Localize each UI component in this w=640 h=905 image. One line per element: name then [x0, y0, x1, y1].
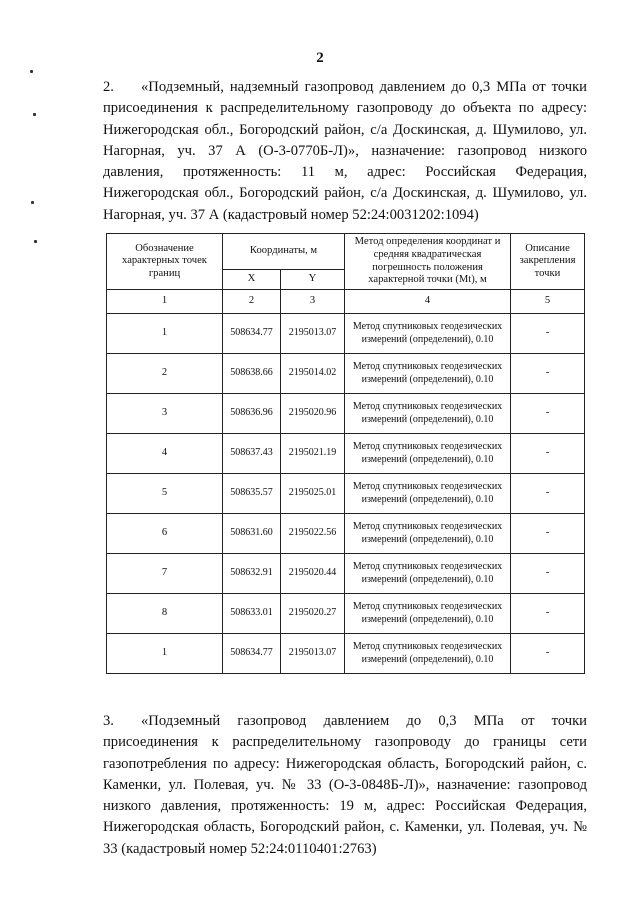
table-body — [107, 314, 585, 674]
method-cell: Метод спутниковых геодезических измерений (определений), 0.10 — [345, 434, 511, 474]
point-cell: 8 — [107, 594, 223, 634]
column-number: 2 — [223, 290, 281, 314]
header-x: X — [223, 270, 281, 290]
x-cell: 508631.60 — [223, 514, 281, 554]
table-row — [107, 634, 585, 674]
column-number: 3 — [281, 290, 345, 314]
paragraph-number: 3. — [103, 713, 114, 729]
x-cell: 508636.96 — [223, 394, 281, 434]
point-cell: 1 — [107, 314, 223, 354]
y-cell: 2195013.07 — [281, 314, 345, 354]
y-cell: 2195021.19 — [281, 434, 345, 474]
column-number: 1 — [107, 290, 223, 314]
paragraph-text: «Подземный газопровод давлением до 0,3 МПа от точки присоединения к распределительному газопроводу до границы сети газопотребления по адресу: Нижегородская область, Богородский район, с. Каменки, ул. Полевая, уч. № 33 (О-3-0848Б-Л)», назначение: газопровод низкого давления, протяженность: 19 м, адрес: Российская Федерация, Нижегородская область, Богородский район, с. Каменки, ул. Полевая, уч. № 33 (кадастровый номер 52:24:0110401:2763) — [103, 713, 587, 857]
point-cell: 3 — [107, 394, 223, 434]
scan-mark — [31, 201, 34, 204]
point-cell: 2 — [107, 354, 223, 394]
description-cell: - — [511, 634, 585, 674]
scan-mark — [30, 70, 33, 73]
y-cell: 2195020.27 — [281, 594, 345, 634]
point-cell: 7 — [107, 554, 223, 594]
paragraph-item-2 — [103, 77, 587, 226]
point-cell: 4 — [107, 434, 223, 474]
y-cell: 2195022.56 — [281, 514, 345, 554]
paragraph-item-3 — [103, 711, 587, 860]
table-row — [107, 594, 585, 634]
point-cell: 5 — [107, 474, 223, 514]
column-number: 5 — [511, 290, 585, 314]
header-point: Обозначение характерных точек границ — [107, 234, 223, 290]
description-cell: - — [511, 474, 585, 514]
header-y: Y — [281, 270, 345, 290]
method-cell: Метод спутниковых геодезических измерений (определений), 0.10 — [345, 634, 511, 674]
method-cell: Метод спутниковых геодезических измерений (определений), 0.10 — [345, 474, 511, 514]
scan-mark — [33, 113, 36, 116]
y-cell: 2195020.96 — [281, 394, 345, 434]
table-row — [107, 354, 585, 394]
method-cell: Метод спутниковых геодезических измерений (определений), 0.10 — [345, 394, 511, 434]
header-method: Метод определения координат и средняя квадратическая погрешность положения характерной точки (Mt), м — [345, 234, 511, 290]
description-cell: - — [511, 314, 585, 354]
point-cell: 1 — [107, 634, 223, 674]
table-row — [107, 474, 585, 514]
x-cell: 508634.77 — [223, 314, 281, 354]
scan-mark — [34, 240, 37, 243]
method-cell: Метод спутниковых геодезических измерений (определений), 0.10 — [345, 514, 511, 554]
x-cell: 508634.77 — [223, 634, 281, 674]
column-number: 4 — [345, 290, 511, 314]
method-cell: Метод спутниковых геодезических измерений (определений), 0.10 — [345, 594, 511, 634]
description-cell: - — [511, 394, 585, 434]
y-cell: 2195014.02 — [281, 354, 345, 394]
table-row — [107, 314, 585, 354]
description-cell: - — [511, 354, 585, 394]
point-cell: 6 — [107, 514, 223, 554]
description-cell: - — [511, 554, 585, 594]
x-cell: 508637.43 — [223, 434, 281, 474]
table-row — [107, 434, 585, 474]
y-cell: 2195025.01 — [281, 474, 345, 514]
column-numbers-row — [107, 290, 585, 314]
y-cell: 2195020.44 — [281, 554, 345, 594]
paragraph-number: 2. — [103, 79, 114, 95]
header-coordinates: Координаты, м — [223, 234, 345, 270]
table-row — [107, 514, 585, 554]
header-description: Описание закрепления точки — [511, 234, 585, 290]
table-row — [107, 554, 585, 594]
x-cell: 508635.57 — [223, 474, 281, 514]
page-number: 2 — [316, 50, 324, 66]
description-cell: - — [511, 514, 585, 554]
paragraph-text: «Подземный, надземный газопровод давлением до 0,3 МПа от точки присоединения к распределительному газопроводу до объекта по адресу: Нижегородская обл., Богородский район, с/а Доскинская, д. Шумилово, ул. Нагорная, уч. 37 А (О-3-0770Б-Л)», назначение: газопровод низкого давления, протяженность: 11 м, адрес: Российская Федерация, Нижегородская обл., Богородский район, с/а Доскинская, д. Шумилово, ул. Нагорная, уч. 37 А (кадастровый номер 52:24:0031202:1094) — [103, 79, 587, 223]
x-cell: 508633.01 — [223, 594, 281, 634]
method-cell: Метод спутниковых геодезических измерений (определений), 0.10 — [345, 314, 511, 354]
x-cell: 508632.91 — [223, 554, 281, 594]
x-cell: 508638.66 — [223, 354, 281, 394]
description-cell: - — [511, 594, 585, 634]
coordinates-table — [106, 233, 585, 674]
y-cell: 2195013.07 — [281, 634, 345, 674]
method-cell: Метод спутниковых геодезических измерений (определений), 0.10 — [345, 354, 511, 394]
description-cell: - — [511, 434, 585, 474]
table-row — [107, 394, 585, 434]
method-cell: Метод спутниковых геодезических измерений (определений), 0.10 — [345, 554, 511, 594]
